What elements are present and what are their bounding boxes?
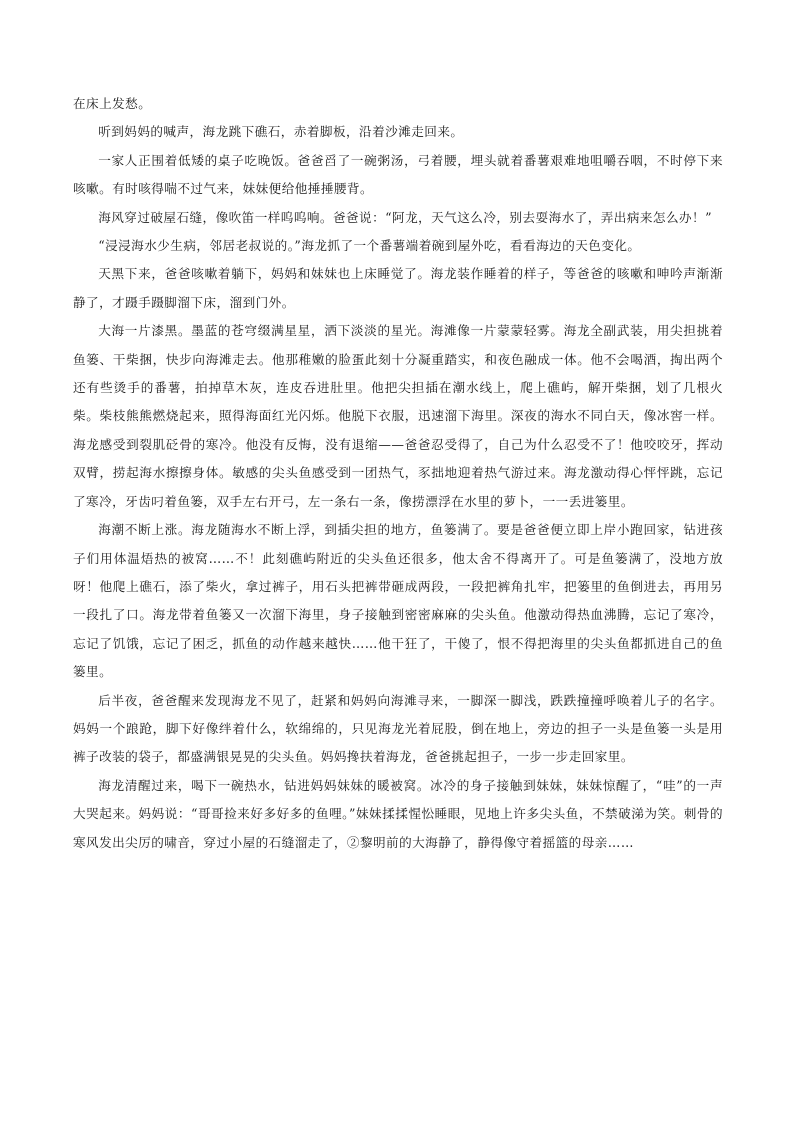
paragraph-10: 海龙清醒过来，喝下一碗热水，钻进妈妈妹妹的暖被窝。冰冷的身子接触到妹妹，妹妹惊醒了，“哇”的一声大哭起来。妈妈说：“哥哥捡来好多好多的鱼哩。”妹妹揉揉惺忪睡眼，见地上许多尖头鱼，不禁破涕为笑。刺骨的寒风发出尖厉的啸音，穿过小屋的石缝溜走了，②黎明前的大海静了，静得像守着摇篮的母亲…… — [73, 777, 723, 850]
paragraph-5: “浸浸海水少生病，邻居老叔说的。”海龙抓了一个番薯端着碗到屋外吃，看看海边的天色变化。 — [98, 238, 641, 254]
paragraph-2: 听到妈妈的喊声，海龙跳下礁石，赤着脚板，沿着沙滩走回来。 — [98, 124, 464, 140]
paragraph-9: 后半夜，爸爸醒来发现海龙不见了，赶紧和妈妈向海滩寻来，一脚深一脚浅，跌跌撞撞呼唤着儿子的名字。妈妈一个踉跄，脚下好像绊着什么，软绵绵的，只见海龙光着屁股，倒在地上，旁边的担子一头是鱼篓一头是用裤子改装的袋子，都盛满银晃晃的尖头鱼。妈妈搀扶着海龙，爸爸挑起担子，一步一步走回家里。 — [73, 692, 723, 765]
paragraph-8: 海潮不断上涨。海龙随海水不断上浮，到插尖担的地方，鱼篓满了。要是爸爸便立即上岸小跑回家，钻进孩子们用体温焐热的被窝……不！此刻礁屿附近的尖头鱼还很多，他太舍不得离开了。可是鱼篓满了，没地方放呀！他爬上礁石，添了柴火，拿过裤子，用石头把裤带砸成两段，一段把裤角扎牢，把篓里的鱼倒进去，再用另一段扎了口。海龙带着鱼篓又一次溜下海里，身子接触到密密麻麻的尖头鱼。他激动得热血沸腾，忘记了寒冷，忘记了饥饿，忘记了困乏，抓鱼的动作越来越快……他干狂了，干傻了，恨不得把海里的尖头鱼都抓进自己的鱼篓里。 — [73, 522, 723, 680]
document-page — [73, 90, 723, 857]
paragraph-4: 海风穿过破屋石缝，像吹笛一样呜呜响。爸爸说：“阿龙，天气这么冷，别去耍海水了，弄出病来怎么办！” — [98, 209, 712, 225]
paragraph-6: 天黑下来，爸爸咳嗽着躺下，妈妈和妹妹也上床睡觉了。海龙装作睡着的样子，等爸爸的咳嗽和呻吟声渐渐静了，才蹑手蹑脚溜下床，溜到门外。 — [73, 266, 723, 310]
paragraph-1: 在床上发愁。 — [73, 96, 152, 111]
paragraph-7: 大海一片漆黑。墨蓝的苍穹缀满星星，洒下淡淡的星光。海滩像一片蒙蒙轻雾。海龙全副武装，用尖担挑着鱼篓、干柴捆，快步向海滩走去。他那稚嫩的脸蛋此刻十分凝重踏实，和夜色融成一体。他不会喝酒，掏出两个还有些烫手的番薯，拍掉草木灰，连皮吞进肚里。他把尖担插在潮水线上，爬上礁屿，解开柴捆，划了几根火柴。柴枝熊熊燃烧起来，照得海面红光闪烁。他脱下衣服，迅速溜下海里。深夜的海水不同白天，像冰窖一样。海龙感受到裂肌砭骨的寒冷。他没有反悔，没有退缩——爸爸忍受得了，自己为什么忍受不了！他咬咬牙，挥动双臂，捞起海水擦擦身体。敏感的尖头鱼感受到一团热气，豕拙地迎着热气游过来。海龙激动得心怦怦跳，忘记了寒冷，牙齿叼着鱼篓，双手左右开弓，左一条右一条，像捞漂浮在水里的萝卜，一一丢进篓里。 — [73, 323, 723, 509]
paragraph-3: 一家人正围着低矮的桌子吃晚饭。爸爸舀了一碗粥汤，弓着腰，埋头就着番薯艰难地咀嚼吞咽，不时停下来咳嗽。有时咳得喘不过气来，妹妹便给他捶捶腰背。 — [73, 152, 723, 197]
